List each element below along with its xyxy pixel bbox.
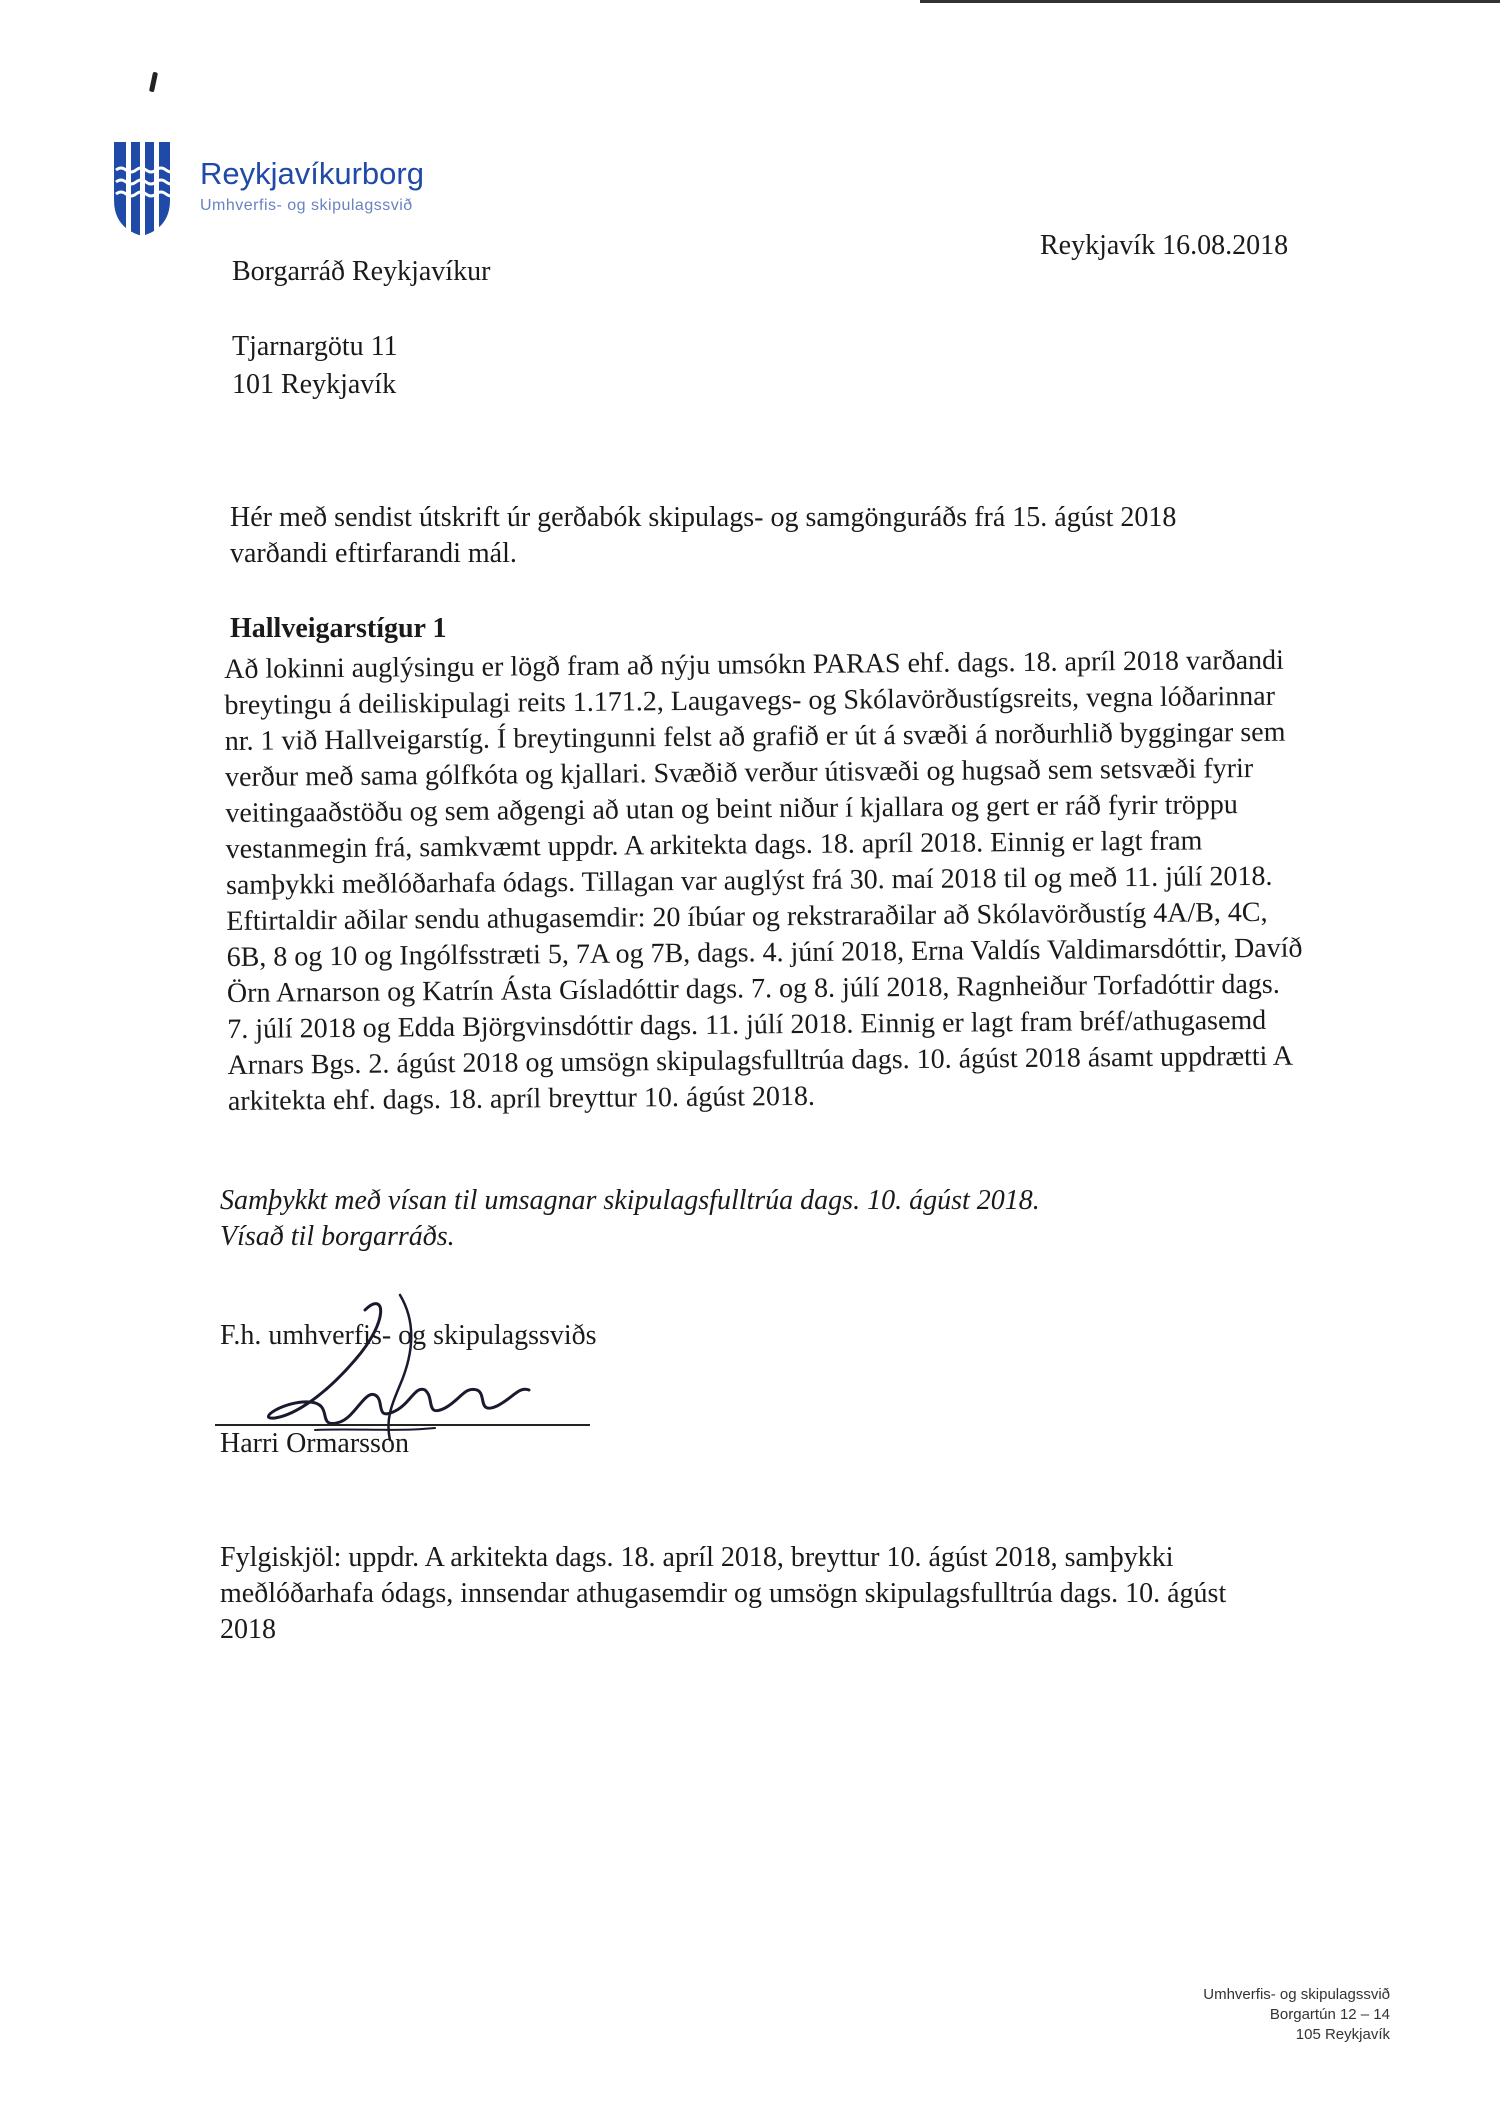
decision-approval: Samþykkt með vísan til umsagnar skipulagsfulltrúa dags. 10. ágúst 2018. xyxy=(220,1185,1040,1216)
address-city: 101 Reykjavík xyxy=(232,369,397,400)
decision xyxy=(220,1183,1280,1255)
letter-date: Reykjavík 16.08.2018 xyxy=(1040,230,1289,261)
scan-edge-line xyxy=(920,0,1500,3)
signature-line xyxy=(215,1424,590,1426)
address-street: Tjarnargötu 11 xyxy=(232,331,398,362)
attachments: Fylgiskjöl: uppdr. A arkitekta dags. 18. apríl 2018, breyttur 10. ágúst 2018, samþykki meðlóðarhafa ódags, innsendar athugasemdir og umsögn skipulagsfulltrúa dags. 10. ágúst 2018 xyxy=(220,1542,1227,1645)
intro-paragraph: Hér með sendist útskrift úr gerðabók skipulags- og samgönguráðs frá 15. ágúst 2018 varðandi eftirfarandi mál. xyxy=(230,502,1177,569)
org-name: Reykjavíkurborg xyxy=(200,156,424,191)
signatory-name: Harri Ormarsson xyxy=(220,1428,409,1459)
recipient-address xyxy=(232,328,398,404)
footer-street: Borgartún 12 – 14 xyxy=(1269,2006,1390,2023)
footer-city: 105 Reykjavík xyxy=(1295,2026,1390,2043)
case-title: Hallveigarstígur 1 xyxy=(230,613,447,644)
footer-department: Umhverfis- og skipulagssvið xyxy=(1203,1986,1390,2003)
recipient: Borgarráð Reykjavíkur xyxy=(232,256,491,287)
org-department: Umhverfis- og skipulagssvið xyxy=(200,197,413,214)
sign-on-behalf: F.h. umhverfis- og skipulagssviðs xyxy=(220,1320,597,1351)
scan-mark xyxy=(149,72,158,93)
city-shield-logo-icon xyxy=(112,140,172,238)
case-body: Að lokinni auglýsingu er lögð fram að nýju umsókn PARAS ehf. dags. 18. apríl 2018 varðandi breytingu á deiliskipulagi reits 1.171.2, Laugavegs- og Skólavörðustígsreits, vegna lóðarinnar nr. 1 við Hallveigarstíg. Í breytingunni felst að grafið er út á svæði á norðurhlið byggingar sem verður með sama gólfkóta og kjallari. Svæðið verður útisvæði og hugsað sem setsvæði fyrir veitingaaðstöðu og sem aðgengi að utan og beint niður í kjallara og gert er ráð fyrir tröppu vestanmegin frá, samkvæmt uppdr. A arkitekta dags. 18. apríl 2018. Einnig er lagt fram samþykki meðlóðarhafa ódags. Tillagan var auglýst frá 30. maí 2018 til og með 11. júlí 2018. Eftirtaldir aðilar sendu athugasemdir: 20 íbúar og rekstraraðilar að Skólavörðustíg 4A/B, 4C, 6B, 8 og 10 og Ingólfsstræti 5, 7A og 7B, dags. 4. júní 2018, Erna Valdís Valdimarsdóttir, Davíð Örn Arnarson og Katrín Ásta Gísladóttir dags. 7. og 8. júlí 2018, Ragnheiður Torfadóttir dags. 7. júlí 2018 og Edda Björgvinsdóttir dags. 11. júlí 2018. Einnig er lagt fram bréf/athugasemd Arnars Bgs. 2. ágúst 2018 og umsögn skipulagsfulltrúa dags. 10. ágúst 2018 ásamt uppdrætti A arkitekta ehf. dags. 18. apríl breyttur 10. ágúst 2018. xyxy=(224,644,1303,1117)
footer-address xyxy=(1203,1985,1390,2045)
decision-referral: Vísað til borgarráðs. xyxy=(220,1221,455,1252)
